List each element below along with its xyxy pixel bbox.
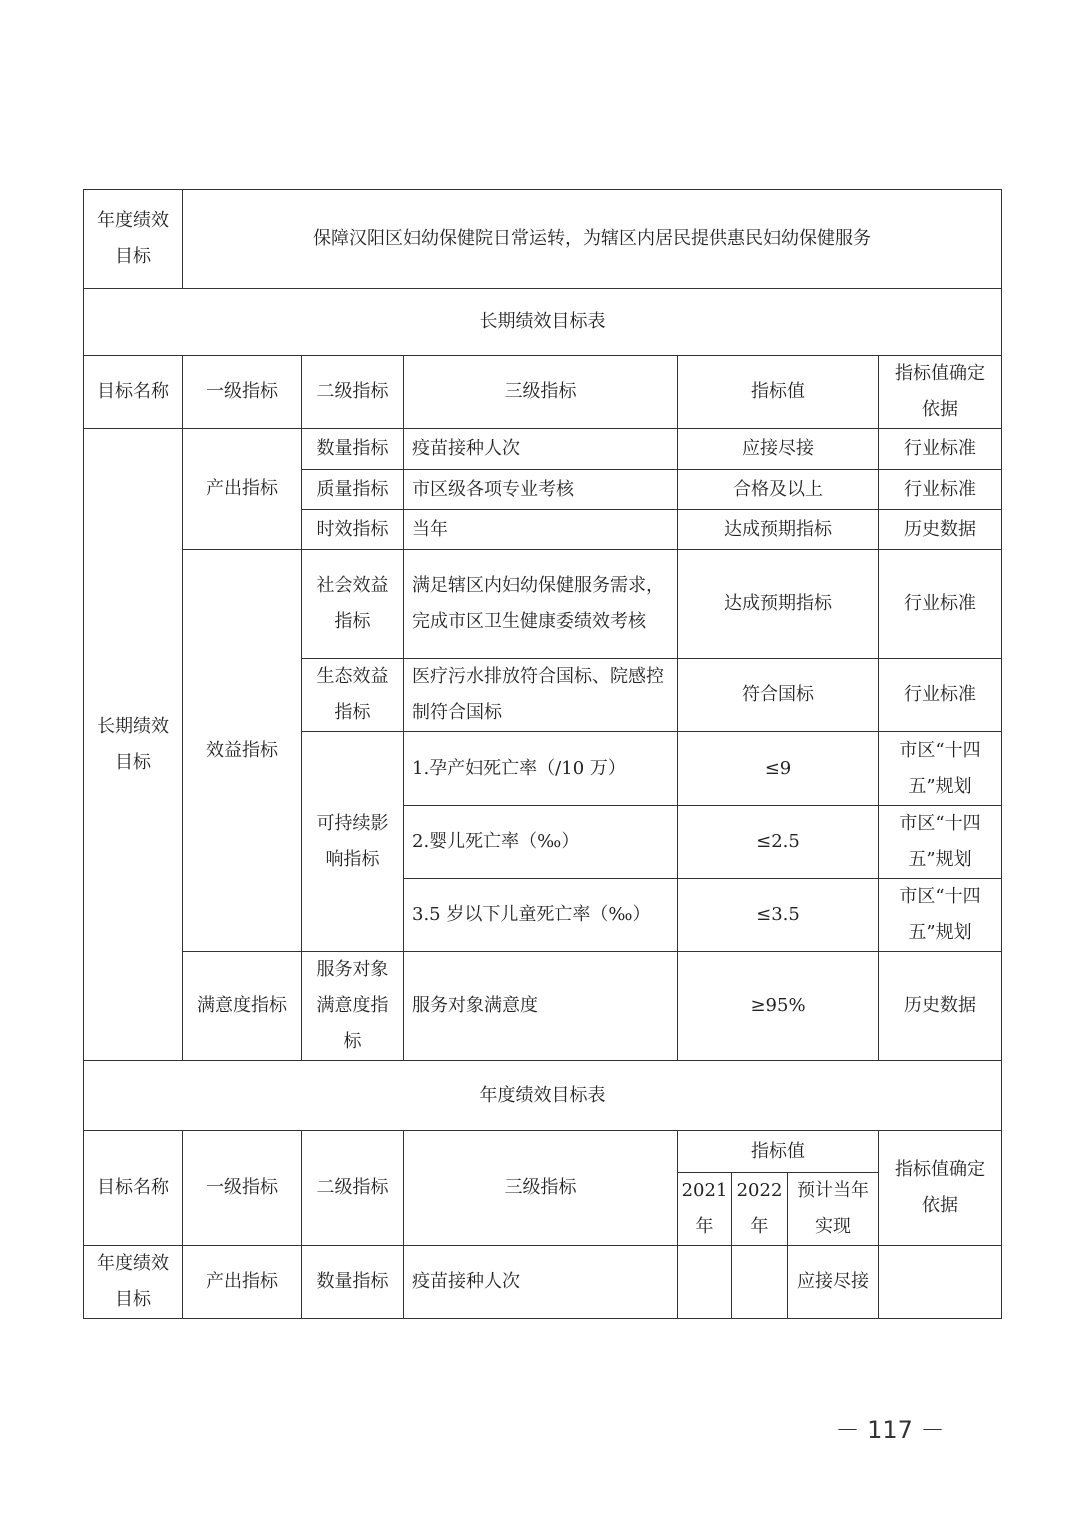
level2-cell: 质量指标 (302, 470, 404, 510)
value-cell: 达成预期指标 (678, 510, 879, 550)
level2-cell: 数量指标 (302, 429, 404, 470)
value-cell: ≥95% (678, 952, 879, 1061)
level3-cell: 市区级各项专业考核 (404, 470, 678, 510)
level2-cell: 数量指标 (302, 1246, 404, 1319)
annual-header-row (84, 1131, 1002, 1173)
annual-goal-name: 年度绩效目标 (84, 1246, 183, 1319)
basis-cell: 市区“十四五”规划 (879, 879, 1002, 952)
level3-cell: 医疗污水排放符合国标、院感控制符合国标 (404, 659, 678, 732)
annual-goal-label: 年度绩效目标 (84, 190, 183, 289)
header-year-2022: 2022年 (732, 1173, 788, 1246)
long-term-goal-name: 长期绩效目标 (84, 429, 183, 1061)
basis-cell (879, 1246, 1002, 1319)
basis-cell: 市区“十四五”规划 (879, 806, 1002, 879)
level2-cell: 可持续影响指标 (302, 732, 404, 952)
level1-satisfaction: 满意度指标 (183, 952, 302, 1061)
performance-goal-table (83, 189, 1002, 1319)
value-cell: ≤3.5 (678, 879, 879, 952)
level2-cell: 社会效益指标 (302, 550, 404, 659)
level3-cell: 2.婴儿死亡率（‰） (404, 806, 678, 879)
header-goal-name: 目标名称 (84, 356, 183, 429)
page-number: － 117 － (835, 1416, 945, 1444)
level3-cell: 满足辖区内妇幼保健服务需求，完成市区卫生健康委绩效考核 (404, 550, 678, 659)
header-level2: 二级指标 (302, 1131, 404, 1246)
header-level1: 一级指标 (183, 1131, 302, 1246)
header-basis: 指标值确定依据 (879, 356, 1002, 429)
header-year-2021: 2021年 (678, 1173, 732, 1246)
table-row (84, 550, 1002, 659)
level1-output: 产出指标 (183, 429, 302, 550)
header-level3: 三级指标 (404, 356, 678, 429)
header-level1: 一级指标 (183, 356, 302, 429)
table-row (84, 1246, 1002, 1319)
basis-cell: 行业标准 (879, 470, 1002, 510)
level2-cell: 时效指标 (302, 510, 404, 550)
value-cell: 应接尽接 (678, 429, 879, 470)
header-level2: 二级指标 (302, 356, 404, 429)
level3-cell: 3.5 岁以下儿童死亡率（‰） (404, 879, 678, 952)
annual-table-title: 年度绩效目标表 (84, 1061, 1002, 1131)
basis-cell: 历史数据 (879, 952, 1002, 1061)
header-value: 指标值 (678, 356, 879, 429)
header-goal-name: 目标名称 (84, 1131, 183, 1246)
header-basis: 指标值确定依据 (879, 1131, 1002, 1246)
basis-cell: 行业标准 (879, 429, 1002, 470)
level1-cell: 产出指标 (183, 1246, 302, 1319)
level3-cell: 服务对象满意度 (404, 952, 678, 1061)
level3-cell: 1.孕产妇死亡率（/10 万） (404, 732, 678, 806)
basis-cell: 市区“十四五”规划 (879, 732, 1002, 806)
long-term-header-row (84, 356, 1002, 429)
value-2021-cell (678, 1246, 732, 1319)
level3-cell: 疫苗接种人次 (404, 1246, 678, 1319)
basis-cell: 行业标准 (879, 659, 1002, 732)
table-row (84, 952, 1002, 1061)
annual-goal-row (84, 190, 1002, 289)
header-expected: 预计当年实现 (788, 1173, 879, 1246)
annual-goal-text: 保障汉阳区妇幼保健院日常运转，为辖区内居民提供惠民妇幼保健服务 (183, 190, 1002, 289)
level1-benefit: 效益指标 (183, 550, 302, 952)
expected-value-cell: 应接尽接 (788, 1246, 879, 1319)
value-cell: ≤2.5 (678, 806, 879, 879)
long-term-table-title: 长期绩效目标表 (84, 289, 1002, 356)
header-level3: 三级指标 (404, 1131, 678, 1246)
basis-cell: 历史数据 (879, 510, 1002, 550)
value-cell: 合格及以上 (678, 470, 879, 510)
level3-cell: 疫苗接种人次 (404, 429, 678, 470)
table-row (84, 429, 1002, 470)
value-cell: 达成预期指标 (678, 550, 879, 659)
header-value: 指标值 (678, 1131, 879, 1173)
value-2022-cell (732, 1246, 788, 1319)
level3-cell: 当年 (404, 510, 678, 550)
value-cell: 符合国标 (678, 659, 879, 732)
level2-cell: 服务对象满意度指标 (302, 952, 404, 1061)
value-cell: ≤9 (678, 732, 879, 806)
level2-cell: 生态效益指标 (302, 659, 404, 732)
basis-cell: 行业标准 (879, 550, 1002, 659)
